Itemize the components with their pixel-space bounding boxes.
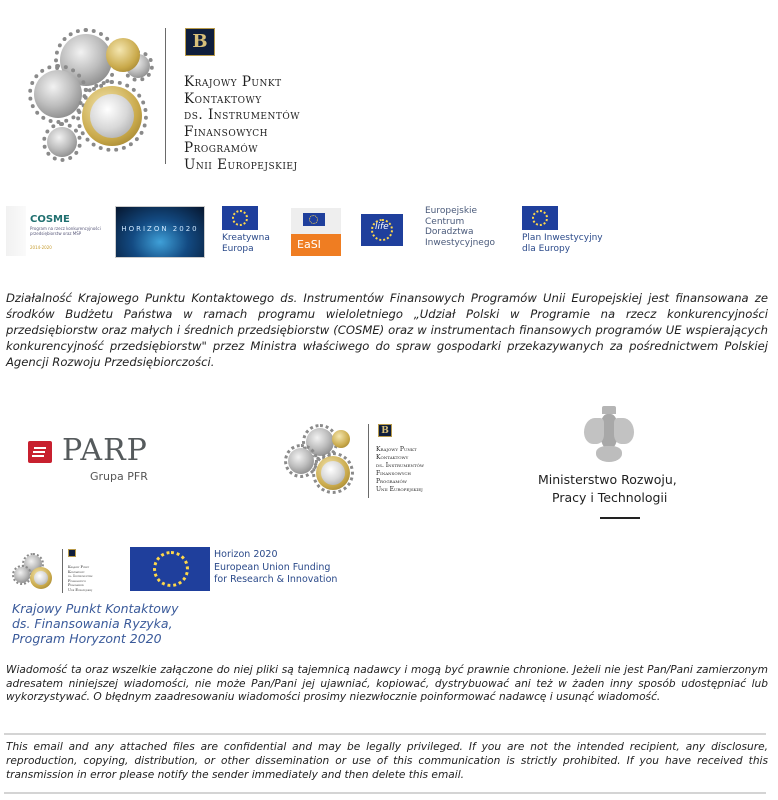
- ecdi-line: Europejskie: [425, 206, 478, 216]
- ecdi-line: Centrum: [425, 216, 465, 227]
- risk-title-line: Krajowy Punkt Kontaktowy: [12, 601, 179, 616]
- kpk-mini-logo: [10, 547, 120, 595]
- kpk-b-mark-icon: [68, 549, 76, 557]
- confidentiality-notice-pl: Wiadomość ta oraz wszelkie załączone do niej pliki są tajemnicą nadawcy i mogą być prawnie chronione. Jeżeli nie jest Pan/Pani zamierzonym adresatem niniejszej wiadomości, nie może Pan/Pani jej ujawniać, kopiować, dystrybuować ani też w żaden inny sposób udostępniać lub wykorzystywać. O błędnym zaadresowaniu wiadomości prosimy niezwłocznie poinformować nadawcę i usunąć wiadomość.: [6, 664, 768, 703]
- eu-flag-icon: [222, 206, 258, 230]
- plan-line: Plan Inwestycyjny: [522, 233, 603, 243]
- risk-title-line: ds. Finansowania Ryzyka,: [12, 616, 173, 631]
- kreatywna-line: Kreatywna: [222, 233, 270, 243]
- kpk-title-line: Krajowy Punkt: [184, 74, 282, 90]
- kpk-b-mark-icon: B: [378, 424, 392, 437]
- logo-divider: [165, 28, 166, 164]
- eu-flag-icon: [130, 547, 210, 591]
- kpk-title-line: Kontaktowy: [68, 569, 85, 574]
- kpk-title-line: Programów: [184, 140, 259, 156]
- divider-bottom: [4, 792, 766, 794]
- ecdi-logo: [425, 206, 495, 248]
- cosme-years: 2014-2020: [30, 245, 52, 250]
- kpk-small-logo: [282, 420, 462, 500]
- ministry-name-line1: Ministerstwo Rozwoju,: [538, 472, 677, 487]
- kpk-title-line: ds. Instrumentów: [184, 107, 300, 123]
- easi-logo: [291, 208, 341, 256]
- kpk-title-line: Unii Europejskiej: [376, 486, 423, 493]
- ministry-logo: [530, 404, 700, 522]
- horizon-2020-logo: [115, 206, 205, 258]
- gears-coin-icon: [282, 420, 362, 500]
- logo-divider: [368, 424, 369, 498]
- eu-flag-icon: [522, 206, 558, 230]
- kpk-title-line: Finansowych: [184, 123, 268, 140]
- ecdi-line: Doradztwa: [425, 227, 474, 237]
- cosme-subtitle: Program na rzecz konkurencyjności przedsiębiorstw oraz MŚP: [30, 226, 101, 236]
- parp-logo: [28, 433, 168, 486]
- eu-flag-icon: [303, 213, 325, 226]
- kpk-b-mark-icon: B: [185, 28, 215, 56]
- parp-mark-icon: [28, 441, 52, 463]
- horizon-2020-title: HORIZON 2020: [121, 225, 199, 233]
- eu-flag-icon: life: [361, 214, 403, 246]
- plan-inwestycyjny-logo: [522, 206, 622, 256]
- easi-label: EaSI: [297, 238, 321, 251]
- divider-top: [4, 733, 766, 735]
- horizon-2020-label: Horizon 2020: [214, 549, 278, 560]
- ministry-underline: [600, 517, 640, 519]
- europa-line: Europa: [222, 244, 254, 254]
- plan-line: dla Europy: [522, 244, 571, 254]
- funding-note: Działalność Krajowego Punktu Kontaktowego ds. Instrumentów Finansowych Programów Unii Europejskiej jest finansowana ze środków Budżetu Państwa w ramach programu wieloletniego „Udział Polski w Programie na rzecz konkurencyjności przedsiębiorstw oraz małych i średnich przedsiębiorstw (COSME) oraz w instrumentach finansowych programów UE wspierających konkurencyjność przedsiębiorstw" przez Ministra właściwego do spraw gospodarki przekazywanych za pośrednictwem Polskiej Agencji Rozwoju Przedsiębiorczości.: [6, 291, 768, 369]
- partner-logos-row: [0, 200, 620, 265]
- ecdi-line: Inwestycyjnego: [425, 237, 496, 248]
- kpk-title-line: Finansowych: [68, 578, 86, 583]
- cosme-logo: [6, 206, 106, 256]
- kreatywna-europa-logo: [222, 206, 282, 256]
- gears-coin-icon: [12, 551, 58, 591]
- horizon-block: [0, 545, 340, 655]
- eu-funding-label: European Union Funding: [214, 561, 331, 573]
- kpk-title-line: ds. Instrumentów: [68, 574, 93, 579]
- polish-eagle-icon: [584, 406, 634, 464]
- gears-coin-icon: [20, 20, 155, 165]
- confidentiality-notice-en: This email and any attached files are confidential and may be legally privileged. If you are not the intended recipient, any disclosure, reproduction, copying, distribution, or other dissemination or use of this communication is strictly prohibited. If you have received this transmission in error please notify the sender immediately and then delete this email.: [6, 741, 768, 781]
- life-logo: [361, 214, 403, 246]
- kpk-title-line: Kontaktowy: [184, 90, 262, 107]
- kpk-title-line: Programów: [68, 583, 84, 588]
- kpk-title-line: ds. Instrumentów: [376, 462, 424, 469]
- kpk-title-line: Krajowy Punkt: [376, 446, 417, 453]
- kpk-title-line: Unii Europejskiej: [68, 587, 93, 592]
- kpk-header-logo: [20, 20, 350, 175]
- kpk-title-line: Programów: [376, 478, 407, 485]
- parp-title: PARP: [62, 433, 148, 468]
- logo-divider: [62, 549, 63, 593]
- kpk-title-line: Kontaktowy: [376, 454, 409, 461]
- parp-subtitle: Grupa PFR: [90, 470, 148, 483]
- ministry-name-line2: Pracy i Technologii: [552, 490, 668, 505]
- research-innovation-label: for Research & Innovation: [214, 574, 338, 585]
- kpk-title-line: Finansowych: [376, 470, 411, 477]
- kpk-title-line: Krajowy Punkt: [68, 565, 90, 569]
- risk-title-line: Program Horyzont 2020: [12, 631, 162, 646]
- cosme-title: COSME: [30, 214, 70, 225]
- kpk-title-line: Unii Europejskiej: [184, 156, 298, 173]
